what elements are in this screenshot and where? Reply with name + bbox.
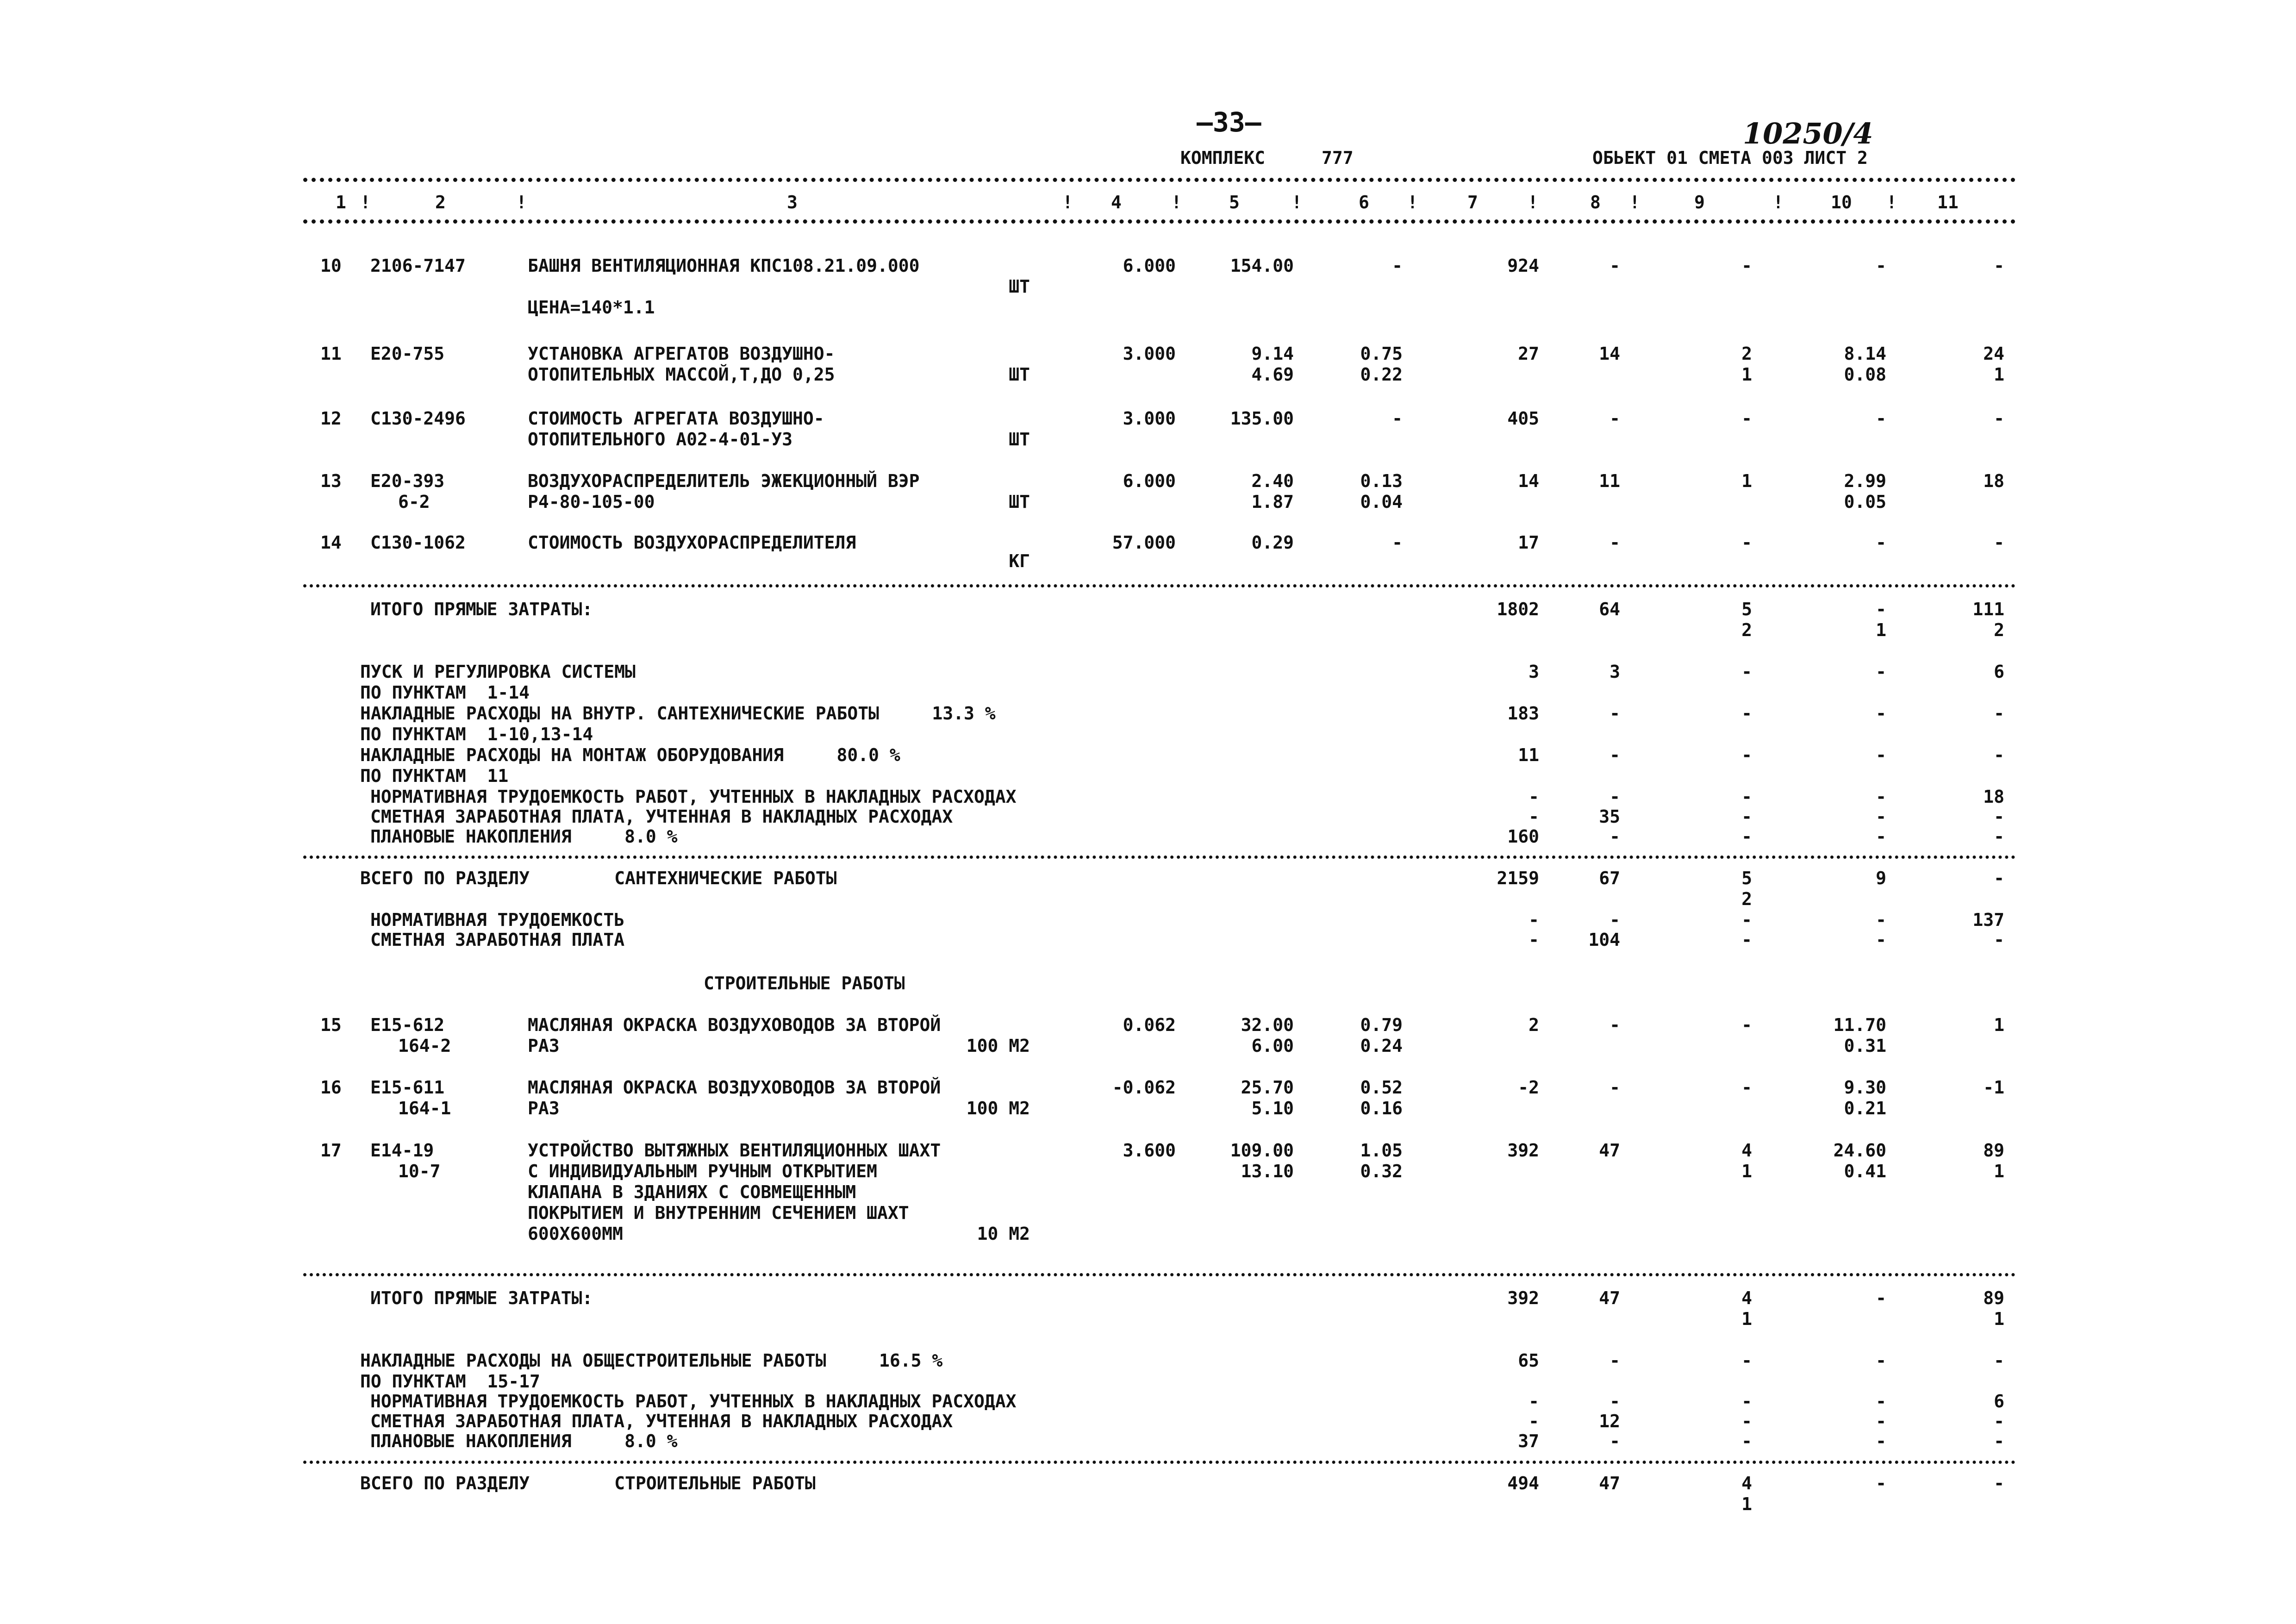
complex-value: 777 [1322, 148, 1354, 168]
labor-norm-2-col7: - [1529, 1391, 1539, 1412]
item-col6: 0.13 [1360, 471, 1403, 491]
wage-1-col9: - [1741, 806, 1752, 827]
dotted-separator [303, 584, 2016, 587]
item-col6: 0.04 [1360, 492, 1403, 512]
item-number: 15 [320, 1015, 342, 1035]
column-divider: ! [1171, 192, 1182, 212]
item-col10: 0.31 [1844, 1036, 1886, 1056]
total-direct-1-col8: 64 [1599, 599, 1620, 619]
item-col6: 0.16 [1360, 1098, 1403, 1118]
item-number: 13 [320, 471, 342, 491]
item-quantity: 57.000 [1112, 532, 1176, 553]
section-total-sanitary-col8: 67 [1599, 868, 1620, 888]
wage-1-col8: 35 [1599, 806, 1620, 827]
item-description: ПОКРЫТИЕМ И ВНУТРЕННИМ СЕЧЕНИЕМ ШАХТ [528, 1203, 909, 1223]
item-number: 17 [320, 1140, 342, 1161]
column-number-9: 9 [1694, 192, 1705, 212]
item-col10: 11.70 [1833, 1015, 1886, 1035]
item-quantity: 3.000 [1123, 344, 1176, 364]
item-col10: 0.41 [1844, 1161, 1886, 1181]
overhead-general-col9: - [1741, 1350, 1752, 1371]
item-quantity: 0.062 [1123, 1015, 1176, 1035]
overhead-sanitary-col7: 183 [1507, 703, 1539, 724]
item-unit: ШТ [1009, 276, 1030, 297]
column-number-6: 6 [1359, 192, 1369, 212]
header-rule-top [303, 178, 2016, 182]
total-direct-2-col11: 1 [1994, 1309, 2004, 1329]
section-total-sanitary-col11: - [1994, 868, 2004, 888]
planned-savings-1-col10: - [1876, 826, 1886, 847]
item-col6: 0.32 [1360, 1161, 1403, 1181]
item-code: Е15-611 [370, 1077, 445, 1098]
item-col11: -1 [1983, 1077, 2004, 1098]
total-direct-2-col10: - [1876, 1288, 1886, 1308]
item-col10: - [1876, 532, 1886, 553]
section-total-construction-label: ВСЕГО ПО РАЗДЕЛУ СТРОИТЕЛЬНЫЕ РАБОТЫ [360, 1473, 816, 1493]
section-1-labor-col11: 137 [1972, 910, 2004, 930]
overhead-general-col7: 65 [1518, 1350, 1539, 1371]
item-col11: - [1994, 256, 2004, 276]
item-col6: 1.05 [1360, 1140, 1403, 1161]
item-col10: 8.14 [1844, 344, 1886, 364]
item-description: Р4-80-105-00 [528, 492, 655, 512]
item-total: 405 [1507, 408, 1539, 429]
item-unit-price: 154.00 [1230, 256, 1294, 276]
item-code: 164-2 [398, 1036, 451, 1056]
handwritten-code: 10250/4 [1743, 117, 1873, 150]
item-quantity: 3.600 [1123, 1140, 1176, 1161]
item-code: 6-2 [398, 492, 430, 512]
item-unit-price: 5.10 [1251, 1098, 1294, 1118]
dotted-separator [303, 1273, 2016, 1276]
column-divider: ! [360, 192, 371, 212]
dotted-separator [303, 856, 2016, 859]
item-col9: - [1741, 256, 1752, 276]
item-col8: 14 [1599, 344, 1620, 364]
item-description: ЦЕНА=140*1.1 [528, 297, 655, 318]
section-1-labor-col7: - [1529, 910, 1539, 930]
overhead-mount-col9: - [1741, 745, 1752, 765]
labor-norm-2-col9: - [1741, 1391, 1752, 1412]
item-description: СТОИМОСТЬ АГРЕГАТА ВОЗДУШНО- [528, 408, 824, 429]
item-col9: 1 [1741, 471, 1752, 491]
overhead-sanitary-col10: - [1876, 703, 1886, 724]
item-col8: - [1610, 1015, 1620, 1035]
overhead-mount-col8: - [1610, 745, 1620, 765]
item-col11: 1 [1994, 364, 2004, 385]
column-number-10: 10 [1831, 192, 1852, 212]
total-direct-1-col7: 1802 [1497, 599, 1539, 619]
item-col8: - [1610, 532, 1620, 553]
item-unit-price: 135.00 [1230, 408, 1294, 429]
column-divider: ! [1062, 192, 1073, 212]
planned-savings-2-label: ПЛАНОВЫЕ НАКОПЛЕНИЯ 8.0 % [370, 1431, 678, 1451]
column-number-11: 11 [1937, 192, 1959, 212]
item-description: БАШНЯ ВЕНТИЛЯЦИОННАЯ КПС108.21.09.000 [528, 256, 920, 276]
item-col10: - [1876, 256, 1886, 276]
item-col6: - [1392, 532, 1403, 553]
item-number: 11 [320, 344, 342, 364]
column-divider: ! [1629, 192, 1640, 212]
item-col11: 18 [1983, 471, 2004, 491]
wage-1-label: СМЕТНАЯ ЗАРАБОТНАЯ ПЛАТА, УЧТЕННАЯ В НАКЛАДНЫХ РАСХОДАХ [370, 806, 953, 827]
item-total: 924 [1507, 256, 1539, 276]
launch-adjustment-col7: 3 [1529, 662, 1539, 682]
item-col10: 0.05 [1844, 492, 1886, 512]
column-number-7: 7 [1467, 192, 1478, 212]
item-unit: 100 М2 [966, 1098, 1030, 1118]
launch-adjustment-label: ПУСК И РЕГУЛИРОВКА СИСТЕМЫ [360, 662, 636, 682]
wage-2-label: СМЕТНАЯ ЗАРАБОТНАЯ ПЛАТА, УЧТЕННАЯ В НАКЛАДНЫХ РАСХОДАХ [370, 1411, 953, 1431]
section-1-wage-col8: 104 [1588, 930, 1620, 950]
column-divider: ! [516, 192, 527, 212]
item-col10: 0.21 [1844, 1098, 1886, 1118]
item-col6: - [1392, 408, 1403, 429]
labor-norm-1-col11: 18 [1983, 787, 2004, 807]
item-unit: ШТ [1009, 364, 1030, 385]
item-col6: 0.22 [1360, 364, 1403, 385]
overhead-general-col8: - [1610, 1350, 1620, 1371]
launch-adjustment-col11: 6 [1994, 662, 2004, 682]
wage-2-col10: - [1876, 1411, 1886, 1431]
item-col6: 0.75 [1360, 344, 1403, 364]
item-description: УСТРОЙСТВО ВЫТЯЖНЫХ ВЕНТИЛЯЦИОННЫХ ШАХТ [528, 1140, 941, 1161]
section-total-construction-col10: - [1876, 1473, 1886, 1493]
total-direct-1-col11: 2 [1994, 620, 2004, 640]
overhead-sanitary-col11: - [1994, 703, 2004, 724]
labor-norm-2-label: НОРМАТИВНАЯ ТРУДОЕМКОСТЬ РАБОТ, УЧТЕННЫХ В НАКЛАДНЫХ РАСХОДАХ [370, 1391, 1017, 1412]
labor-norm-2-col8: - [1610, 1391, 1620, 1412]
section-total-sanitary-col7: 2159 [1497, 868, 1539, 888]
item-description: 600Х600ММ [528, 1224, 623, 1244]
column-number-8: 8 [1590, 192, 1601, 212]
overhead-mount-col7: 11 [1518, 745, 1539, 765]
planned-savings-2-col10: - [1876, 1431, 1886, 1451]
item-total: 27 [1518, 344, 1539, 364]
item-number: 16 [320, 1077, 342, 1098]
section-total-sanitary-col9: 2 [1741, 889, 1752, 909]
item-number: 10 [320, 256, 342, 276]
wage-2-col7: - [1529, 1411, 1539, 1431]
section-1-wage-col9: - [1741, 930, 1752, 950]
section-1-wage-label: СМЕТНАЯ ЗАРАБОТНАЯ ПЛАТА [370, 930, 625, 950]
item-quantity: 6.000 [1123, 256, 1176, 276]
section-total-construction-col11: - [1994, 1473, 2004, 1493]
overhead-mount-col11: - [1994, 745, 2004, 765]
item-unit-price: 9.14 [1251, 344, 1294, 364]
item-col10: 9.30 [1844, 1077, 1886, 1098]
overhead-sanitary-label: НАКЛАДНЫЕ РАСХОДЫ НА ВНУТР. САНТЕХНИЧЕСКИЕ РАБОТЫ 13.3 % [360, 703, 996, 724]
item-unit: ШТ [1009, 492, 1030, 512]
item-unit-price: 25.70 [1241, 1077, 1294, 1098]
labor-norm-1-col9: - [1741, 787, 1752, 807]
section-total-sanitary-col9: 5 [1741, 868, 1752, 888]
item-description: ОТОПИТЕЛЬНОГО А02-4-01-УЗ [528, 429, 792, 450]
column-number-5: 5 [1229, 192, 1240, 212]
item-col9: 1 [1741, 1161, 1752, 1181]
section-1-wage-col11: - [1994, 930, 2004, 950]
item-description: ОТОПИТЕЛЬНЫХ МАССОЙ,Т,ДО 0,25 [528, 364, 835, 385]
item-col6: 0.24 [1360, 1036, 1403, 1056]
section-total-construction-col9: 1 [1741, 1494, 1752, 1514]
item-unit: 100 М2 [966, 1036, 1030, 1056]
item-number: 14 [320, 532, 342, 553]
item-col11: 24 [1983, 344, 2004, 364]
item-unit-price: 2.40 [1251, 471, 1294, 491]
total-direct-2-label: ИТОГО ПРЯМЫЕ ЗАТРАТЫ: [370, 1288, 593, 1308]
wage-1-col7: - [1529, 806, 1539, 827]
item-description: КЛАПАНА В ЗДАНИЯХ С СОВМЕЩЕННЫМ [528, 1182, 856, 1202]
planned-savings-1-col8: - [1610, 826, 1620, 847]
item-col10: 2.99 [1844, 471, 1886, 491]
labor-norm-2-col10: - [1876, 1391, 1886, 1412]
item-col9: 1 [1741, 364, 1752, 385]
section-total-sanitary-col10: 9 [1876, 868, 1886, 888]
planned-savings-1-col11: - [1994, 826, 2004, 847]
section-1-labor-label: НОРМАТИВНАЯ ТРУДОЕМКОСТЬ [370, 910, 625, 930]
item-col8: 11 [1599, 471, 1620, 491]
item-description: РАЗ [528, 1098, 560, 1118]
wage-2-col9: - [1741, 1411, 1752, 1431]
launch-adjustment-col10: - [1876, 662, 1886, 682]
total-direct-1-col9: 5 [1741, 599, 1752, 619]
item-total: 14 [1518, 471, 1539, 491]
total-direct-2-col11: 89 [1983, 1288, 2004, 1308]
item-col9: - [1741, 408, 1752, 429]
item-col11: - [1994, 532, 2004, 553]
item-code: С130-2496 [370, 408, 466, 429]
labor-norm-2-col11: 6 [1994, 1391, 2004, 1412]
total-direct-1-col11: 111 [1972, 599, 2004, 619]
total-direct-2-col7: 392 [1507, 1288, 1539, 1308]
item-description: МАСЛЯНАЯ ОКРАСКА ВОЗДУХОВОДОВ ЗА ВТОРОЙ [528, 1077, 941, 1098]
item-total: 17 [1518, 532, 1539, 553]
column-divider: ! [1528, 192, 1538, 212]
total-direct-1-col10: 1 [1876, 620, 1886, 640]
section-1-labor-col9: - [1741, 910, 1752, 930]
item-unit-price: 4.69 [1251, 364, 1294, 385]
item-col8: - [1610, 256, 1620, 276]
overhead-sanitary-label: ПО ПУНКТАМ 1-10,13-14 [360, 724, 593, 744]
item-unit: КГ [1009, 551, 1030, 571]
launch-adjustment-label: ПО ПУНКТАМ 1-14 [360, 682, 530, 703]
item-unit-price: 1.87 [1251, 492, 1294, 512]
total-direct-2-col9: 4 [1741, 1288, 1752, 1308]
item-code: С130-1062 [370, 532, 466, 553]
column-number-2: 2 [435, 192, 446, 212]
planned-savings-1-label: ПЛАНОВЫЕ НАКОПЛЕНИЯ 8.0 % [370, 826, 678, 847]
column-number-1: 1 [336, 192, 346, 212]
item-unit-price: 6.00 [1251, 1036, 1294, 1056]
column-divider: ! [1886, 192, 1897, 212]
item-col9: - [1741, 1077, 1752, 1098]
item-unit-price: 109.00 [1230, 1140, 1294, 1161]
section-total-sanitary-label: ВСЕГО ПО РАЗДЕЛУ САНТЕХНИЧЕСКИЕ РАБОТЫ [360, 868, 837, 888]
planned-savings-1-col9: - [1741, 826, 1752, 847]
section-1-labor-col8: - [1610, 910, 1620, 930]
item-description: ВОЗДУХОРАСПРЕДЕЛИТЕЛЬ ЭЖЕКЦИОННЫЙ ВЭР [528, 471, 920, 491]
item-col8: 47 [1599, 1140, 1620, 1161]
item-total: 392 [1507, 1140, 1539, 1161]
item-col11: 89 [1983, 1140, 2004, 1161]
item-code: Е20-755 [370, 344, 445, 364]
planned-savings-1-col7: 160 [1507, 826, 1539, 847]
column-divider: ! [1407, 192, 1418, 212]
labor-norm-1-label: НОРМАТИВНАЯ ТРУДОЕМКОСТЬ РАБОТ, УЧТЕННЫХ В НАКЛАДНЫХ РАСХОДАХ [370, 787, 1017, 807]
total-direct-1-col10: - [1876, 599, 1886, 619]
item-unit: ШТ [1009, 429, 1030, 450]
column-number-3: 3 [787, 192, 798, 212]
column-divider: ! [1292, 192, 1302, 212]
wage-2-col8: 12 [1599, 1411, 1620, 1431]
section-1-wage-col7: - [1529, 930, 1539, 950]
header-rule-bottom [303, 219, 2016, 224]
item-code: Е20-393 [370, 471, 445, 491]
item-col6: - [1392, 256, 1403, 276]
dotted-separator [303, 1461, 2016, 1464]
item-total: 2 [1529, 1015, 1539, 1035]
overhead-sanitary-col8: - [1610, 703, 1620, 724]
wage-2-col11: - [1994, 1411, 2004, 1431]
item-col9: 4 [1741, 1140, 1752, 1161]
overhead-sanitary-col9: - [1741, 703, 1752, 724]
section-1-wage-col10: - [1876, 930, 1886, 950]
section-total-construction-col7: 494 [1507, 1473, 1539, 1493]
section-title-construction: СТРОИТЕЛЬНЫЕ РАБОТЫ [704, 973, 905, 993]
item-quantity: 6.000 [1123, 471, 1176, 491]
item-col8: - [1610, 1077, 1620, 1098]
overhead-mount-col10: - [1876, 745, 1886, 765]
page-number: –33– [1197, 106, 1261, 138]
launch-adjustment-col9: - [1741, 662, 1752, 682]
total-direct-1-label: ИТОГО ПРЯМЫЕ ЗАТРАТЫ: [370, 599, 593, 619]
item-number: 12 [320, 408, 342, 429]
section-1-labor-col10: - [1876, 910, 1886, 930]
item-unit-price: 0.29 [1251, 532, 1294, 553]
item-description: РАЗ [528, 1036, 560, 1056]
item-col11: 1 [1994, 1015, 2004, 1035]
item-code: 164-1 [398, 1098, 451, 1118]
item-col8: - [1610, 408, 1620, 429]
item-quantity: 3.000 [1123, 408, 1176, 429]
planned-savings-2-col11: - [1994, 1431, 2004, 1451]
launch-adjustment-col8: 3 [1610, 662, 1620, 682]
item-col10: - [1876, 408, 1886, 429]
overhead-general-col11: - [1994, 1350, 2004, 1371]
overhead-mount-label: НАКЛАДНЫЕ РАСХОДЫ НА МОНТАЖ ОБОРУДОВАНИЯ 80.0 % [360, 745, 900, 765]
column-number-4: 4 [1111, 192, 1122, 212]
item-col6: 0.79 [1360, 1015, 1403, 1035]
section-total-construction-col9: 4 [1741, 1473, 1752, 1493]
item-col11: - [1994, 408, 2004, 429]
overhead-general-label: ПО ПУНКТАМ 15-17 [360, 1371, 540, 1392]
item-col9: - [1741, 532, 1752, 553]
planned-savings-2-col7: 37 [1518, 1431, 1539, 1451]
item-unit-price: 32.00 [1241, 1015, 1294, 1035]
overhead-general-label: НАКЛАДНЫЕ РАСХОДЫ НА ОБЩЕСТРОИТЕЛЬНЫЕ РАБОТЫ 16.5 % [360, 1350, 943, 1371]
labor-norm-1-col7: - [1529, 787, 1539, 807]
item-col6: 0.52 [1360, 1077, 1403, 1098]
item-col9: - [1741, 1015, 1752, 1035]
overhead-mount-label: ПО ПУНКТАМ 11 [360, 766, 509, 786]
item-unit-price: 13.10 [1241, 1161, 1294, 1181]
item-unit: 10 М2 [977, 1224, 1030, 1244]
total-direct-1-col9: 2 [1741, 620, 1752, 640]
item-col11: 1 [1994, 1161, 2004, 1181]
overhead-general-col10: - [1876, 1350, 1886, 1371]
item-col10: 24.60 [1833, 1140, 1886, 1161]
wage-1-col10: - [1876, 806, 1886, 827]
wage-1-col11: - [1994, 806, 2004, 827]
item-description: УСТАНОВКА АГРЕГАТОВ ВОЗДУШНО- [528, 344, 835, 364]
item-code: 10-7 [398, 1161, 441, 1181]
item-code: Е15-612 [370, 1015, 445, 1035]
planned-savings-2-col9: - [1741, 1431, 1752, 1451]
object-info: ОБЬЕКТ 01 СМЕТА 003 ЛИСТ 2 [1592, 148, 1868, 168]
item-col10: 0.08 [1844, 364, 1886, 385]
item-description: СТОИМОСТЬ ВОЗДУХОРАСПРЕДЕЛИТЕЛЯ [528, 532, 856, 553]
item-col9: 2 [1741, 344, 1752, 364]
column-divider: ! [1773, 192, 1784, 212]
total-direct-2-col9: 1 [1741, 1309, 1752, 1329]
item-quantity: -0.062 [1112, 1077, 1176, 1098]
section-total-construction-col8: 47 [1599, 1473, 1620, 1493]
item-code: 2106-7147 [370, 256, 466, 276]
item-code: Е14-19 [370, 1140, 434, 1161]
planned-savings-2-col8: - [1610, 1431, 1620, 1451]
item-description: С ИНДИВИДУАЛЬНЫМ РУЧНЫМ ОТКРЫТИЕМ [528, 1161, 877, 1181]
labor-norm-1-col10: - [1876, 787, 1886, 807]
item-total: -2 [1518, 1077, 1539, 1098]
item-description: МАСЛЯНАЯ ОКРАСКА ВОЗДУХОВОДОВ ЗА ВТОРОЙ [528, 1015, 941, 1035]
total-direct-2-col8: 47 [1599, 1288, 1620, 1308]
labor-norm-1-col8: - [1610, 787, 1620, 807]
complex-label: КОМПЛЕКС [1180, 148, 1266, 168]
